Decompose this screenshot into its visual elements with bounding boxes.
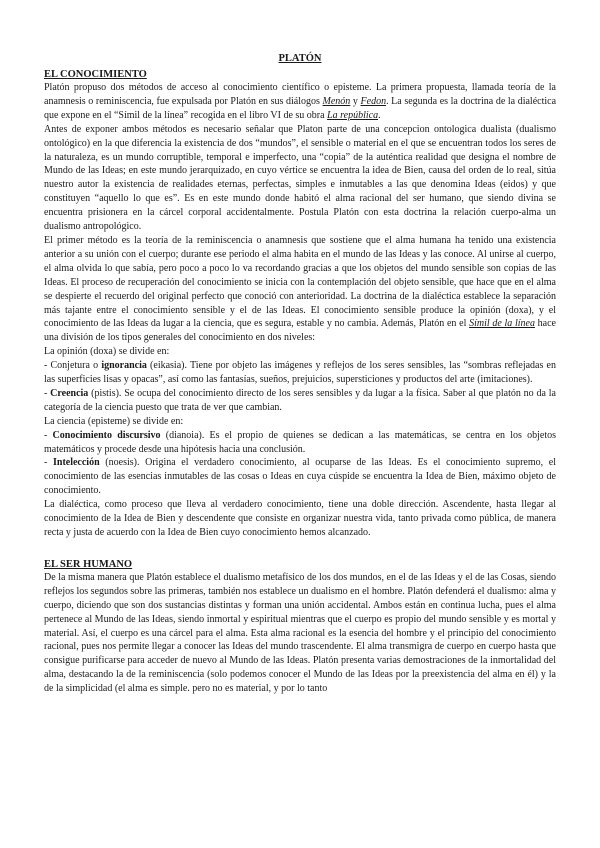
document-title: PLATÓN	[278, 53, 322, 64]
term-ignorancia: ignorancia	[101, 360, 147, 372]
list-item	[44, 387, 556, 415]
paragraph: La opinión (doxa) se divide en:	[44, 346, 170, 358]
section-heading-ser-humano: EL SER HUMANO	[44, 558, 133, 570]
reference-fedon: Fedon	[360, 95, 387, 107]
list-item	[44, 359, 556, 387]
text-run: (eikasia). Tiene por objeto las imágenes y reflejos de los seres sensibles, las “sombras reflejadas en las superficies lisas y opacas”, así como las fantasías, sueños, prejuicios, supersticiones y productos del arte (imitaciones).	[44, 360, 556, 386]
text-run: .	[378, 109, 381, 121]
list-item	[44, 456, 556, 498]
text-run: El primer método es la teoría de la reminiscencia o anamnesis que sostiene que el alma humana ha tenido una existencia anterior a su unión con el cuerpo; durante ese periodo el alma habita en el mundo de las Ideas y las conoce. Al unirse al cuerpo, el alma olvida lo que sabía, pero poco a poco lo va recordando gracias a que los objetos del mundo sensible son copias de las Ideas. El proceso de recuperación del conocimiento se inicia con la contemplación del objeto sensible, que hace que en el alma se despierte el recuerdo del original perfecto que conoció con anterioridad. La doctrina de la dialéctica establece la separación más tajante entre el conocimiento sensible y el de las Ideas. El conocimiento sensible produce la opinión (doxa), y el conocimiento de las Ideas da lugar a la ciencia, que es segura, estable y no cambia. Además, Platón en el	[44, 234, 556, 330]
reference-republica: La república	[327, 109, 379, 121]
text-run: (pistis). Se ocupa del conocimiento directo de los seres sensibles y da lugar a la física. Saber al que platón no da la categoría de la ciencia puesto que trata de ver que cambian.	[44, 387, 556, 413]
paragraph: La dialéctica, como proceso que lleva al verdadero conocimiento, tiene una doble dirección. Ascendente, hasta llegar al conocimiento de la Idea de Bien y descendente que consiste en organizar nuestra vida, tanto privada como pública, de manera recta y justa de acuerdo con la Idea de Bien cuyo conocimiento hemos alcanzado.	[44, 499, 556, 538]
text-run: (noesis). Origina el verdadero conocimiento, al ocuparse de las Ideas. Es el conocimiento supremo, el conocimiento de las esencias inmutables de las cosas o Ideas en cuya cúspide se encuentra la Idea de Bien, máximo objeto de conocimiento.	[44, 457, 556, 497]
paragraph	[44, 81, 556, 123]
text-run: y	[350, 95, 361, 107]
text-run: - Conjetura o	[44, 360, 102, 372]
reference-menon: Menón	[322, 95, 351, 107]
term-inteleccion: Intelección	[52, 457, 100, 469]
paragraph	[44, 234, 556, 345]
reference-simil-linea: Símil de la línea	[469, 318, 535, 330]
section-heading-conocimiento: EL CONOCIMIENTO	[44, 69, 147, 80]
term-conocimiento-discursivo: Conocimiento discursivo	[52, 429, 161, 441]
text-run: (dianoia). Es el propio de quienes se dedican a las matemáticas, se centra en los objetos matemáticos y procede desde una hipótesis hacia una conclusión.	[44, 429, 556, 455]
term-creencia: Creencia	[50, 387, 89, 399]
paragraph: La ciencia (episteme) se divide en:	[44, 415, 184, 427]
text-run: Platón propuso dos métodos de acceso al conocimiento científico o episteme. La primera propuesta, llamada teoría de la anamnesis o reminiscencia, fue expulsada por Platón en sus diálogos	[44, 82, 556, 107]
text-run: . La segunda es la doctrina de la dialéctica que expone en el “Símil de la línea” recogida en el libro VI de su obra	[44, 95, 557, 121]
text-run: -	[44, 457, 53, 469]
paragraph: De la misma manera que Platón establece el dualismo metafísico de los dos mundos, en el de las Ideas y el de las Cosas, siendo reflejos los segundos sobre las primeras, también nos establece un dualismo en el hombre. Platón defenderá el dualismo: alma y cuerpo, diciendo que son dos sustancias distintas y forman una unión accidental. Ambos están en continua lucha, pues el alma pertenece al Mundo de las Ideas, siendo inmortal y espiritual mientras que el cuerpo es propio del mundo sensible y es mortal y material. Así, el cuerpo es una cárcel para el alma. Esta alma racional es la esencia del hombre y el principio del conocimiento racional, pues nos permite llegar a conocer las Ideas del mundo trascendente. El alma transmigra de cuerpo en cuerpo hasta que consigue purificarse para acceder de nuevo al Mundo de las Ideas. Platón presenta varias demostraciones de la inmortalidad del alma, destacando la de la reminiscencia (solo podemos conocer el Mundo de las Ideas por la preexistencia del alma en él) y la de la simplicidad (el alma es simple. pero no es material, y por lo tanto	[44, 571, 556, 695]
list-item	[44, 429, 556, 457]
paragraph: Antes de exponer ambos métodos es necesario señalar que Platon parte de una concepcion ontologica dualista (dualismo ontológico) en la que diferencia la existencia de dos “mundos”, el sensible o material en el que se encuentran todos los seres de la naturaleza, es un mundo corruptible, temporal e imperfecto, una “copia” de la auténtica realidad que designa el nombre de Mundo de las Ideas; en este mundo jerarquizado, en cuyo vértice se encuentra la idea de Bien, causa del orden de lo real, sitúa nuestro autor la existencia de realidades eternas, perfectas, simples e inmutables a las que denomina Ideas (eidos) y que constituyen “aquello lo que es”. Es en este mundo donde habitó el alma racional del ser humano, que siendo divina se encuentra prisionera en la cárcel corporal accidentalmente. Postula Platón con esta doctrina la relación cuerpo-alma un dualismo antropológico.	[44, 123, 556, 233]
text-run: -	[44, 429, 53, 441]
text-run: hace una división de los tipos generales del conocimiento en dos niveles:	[44, 318, 556, 344]
text-run: -	[44, 387, 51, 399]
